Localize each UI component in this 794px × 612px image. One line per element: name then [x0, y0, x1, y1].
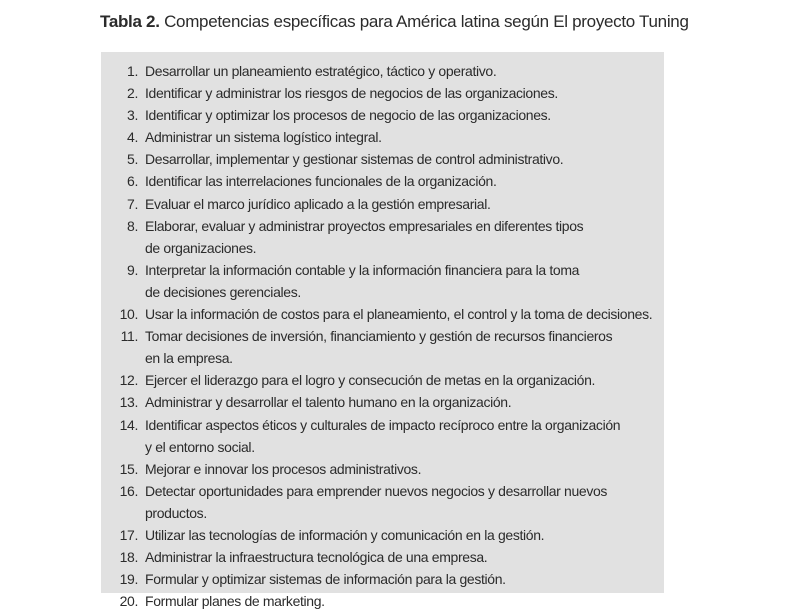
list-item — [101, 524, 664, 546]
list-item-number: 12. — [119, 372, 138, 389]
list-item-text: Administrar la infraestructura tecnológica de una empresa. — [145, 549, 488, 566]
list-item — [101, 414, 664, 458]
list-item-text: Interpretar la información contable y la información financiera para la toma de decisiones gerenciales. — [145, 261, 580, 300]
table-caption-label: Tabla 2. — [100, 12, 160, 31]
list-item-text: Mejorar e innovar los procesos administrativos. — [145, 460, 422, 477]
list-item-number: 9. — [127, 261, 138, 278]
list-item — [101, 568, 664, 590]
list-item-text: Identificar y administrar los riesgos de negocios de las organizaciones. — [145, 85, 558, 102]
list-item-text: Detectar oportunidades para emprender nuevos negocios y desarrollar nuevos productos. — [145, 482, 608, 521]
list-item — [101, 590, 664, 612]
list-item-text: Utilizar las tecnologías de información y comunicación en la gestión. — [145, 526, 545, 543]
table-caption-text: Competencias específicas para América latina según El proyecto Tuning — [159, 12, 689, 31]
list-item-number: 20. — [119, 593, 138, 610]
list-item-number: 14. — [119, 416, 138, 433]
list-item-number: 17. — [119, 526, 138, 543]
list-item-text: Formular planes de marketing. — [145, 593, 325, 610]
list-item — [101, 104, 664, 126]
list-item-text: Identificar y optimizar los procesos de negocio de las organizaciones. — [145, 107, 551, 124]
list-item-number: 11. — [120, 328, 138, 345]
list-item — [101, 303, 664, 325]
table-caption — [100, 12, 689, 32]
list-item-text: Identificar las interrelaciones funcionales de la organización. — [145, 173, 497, 190]
list-item-number: 13. — [119, 394, 138, 411]
list-item-text: Evaluar el marco jurídico aplicado a la gestión empresarial. — [145, 195, 491, 212]
list-item-number: 5. — [127, 151, 138, 168]
list-item — [101, 325, 664, 369]
list-item — [101, 546, 664, 568]
list-item-number: 19. — [119, 571, 138, 588]
list-item-number: 18. — [119, 549, 138, 566]
list-item-number: 3. — [127, 107, 138, 124]
list-item — [101, 458, 664, 480]
list-item — [101, 126, 664, 148]
list-item — [101, 148, 664, 170]
list-item — [101, 480, 664, 524]
competencies-list — [101, 60, 664, 612]
list-item-text: Identificar aspectos éticos y culturales de impacto recíproco entre la organización y el entorno social. — [145, 416, 621, 455]
list-item-number: 4. — [127, 129, 138, 146]
list-item-number: 15. — [119, 460, 138, 477]
list-item — [101, 82, 664, 104]
list-item-text: Usar la información de costos para el planeamiento, el control y la toma de decisiones. — [145, 306, 653, 323]
list-item-text: Desarrollar, implementar y gestionar sistemas de control administrativo. — [145, 151, 564, 168]
list-item — [101, 259, 664, 303]
competencies-table — [101, 52, 664, 610]
list-item — [101, 60, 664, 82]
list-item-number: 6. — [127, 173, 138, 190]
list-item-text: Elaborar, evaluar y administrar proyectos empresariales en diferentes tipos de organizaciones. — [145, 217, 584, 256]
list-item-number: 8. — [127, 217, 138, 234]
list-item — [101, 193, 664, 215]
list-item-text: Ejercer el liderazgo para el logro y consecución de metas en la organización. — [145, 372, 596, 389]
list-item — [101, 369, 664, 391]
list-item-text: Administrar un sistema logístico integral. — [145, 129, 382, 146]
list-item-number: 10. — [119, 306, 138, 323]
list-item — [101, 391, 664, 413]
list-item-text: Desarrollar un planeamiento estratégico, táctico y operativo. — [145, 63, 497, 79]
list-item-text: Tomar decisiones de inversión, financiamiento y gestión de recursos financieros en la empresa. — [145, 328, 613, 367]
list-item-number: 1. — [127, 63, 138, 79]
list-item-text: Formular y optimizar sistemas de información para la gestión. — [145, 571, 506, 588]
list-item — [101, 215, 664, 259]
list-item-text: Administrar y desarrollar el talento humano en la organización. — [145, 394, 512, 411]
list-item-number: 16. — [119, 482, 138, 499]
list-item-number: 7. — [127, 195, 138, 212]
list-item — [101, 170, 664, 192]
list-item-number: 2. — [127, 85, 138, 102]
